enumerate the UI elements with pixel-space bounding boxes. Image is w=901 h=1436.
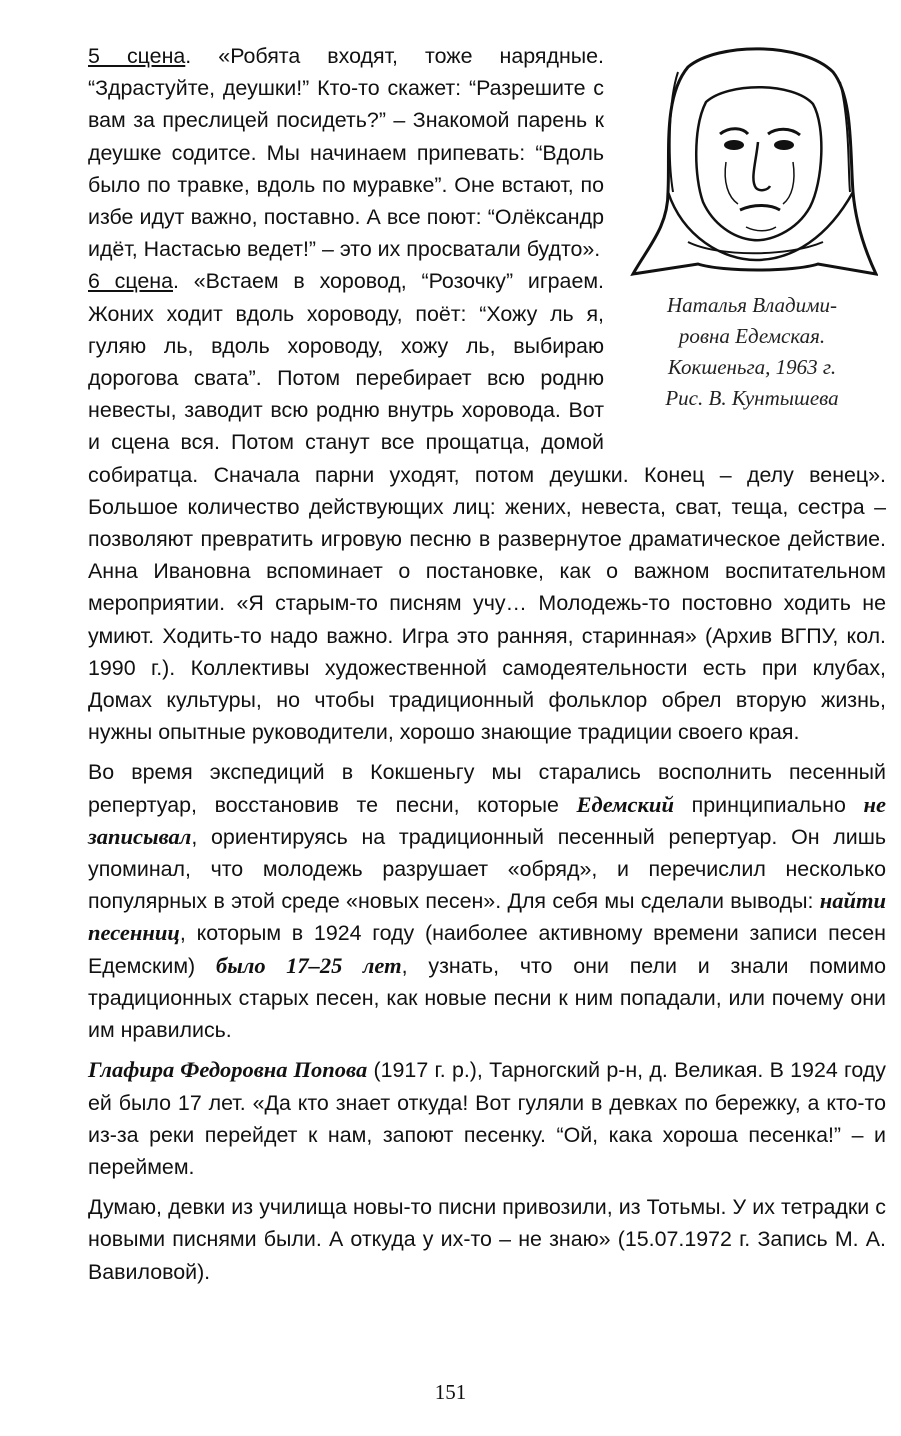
text-run: (1917 г. р.), Тарногский р-н, д. Великая. В 1924 году ей было 17 лет. «Да кто знает откуда! Вот гуляли в девках по бережку, а кто-то из-за реки перейдет к нам, запоют песенку. “Ой, кака хороша песенка!” – и переймем. [88, 1058, 886, 1179]
scene-5-label: 5 сцена [88, 44, 186, 68]
text-run: , которым в 1924 году (наиболее активному времени записи песен Едемским) [88, 921, 886, 978]
figure [618, 42, 886, 442]
figure-caption [618, 290, 886, 414]
caption-line: ровна Едемская. [678, 324, 826, 348]
emphasis: было 17–25 лет [216, 952, 402, 978]
scene-6-text: . «Встаем в хоровод, “Розочку” играем. Жоних ходит вдоль хороводу, поёт: “Хожу ль я, гуляю ль, вдоль хороводу, хожу ль, выбираю дорогова свата”. Потом перебирает всю родню невесты, заводит всю родню внутрь хоровода. Вот и сцена вся. Потом станут все прощатца, домой собиратца. Сначала парни уходят, потом деушки. Конец – делу венец». Большое количество действующих лиц: жених, невеста, сват, теща, сестра – позволяют превратить игровую песню в развернутое драматическое действие. Анна Ивановна вспоминает о постановке, как о важном воспитательном мероприятии. «Я старым-то писням учу… Молодежь-то постовно ходить не умиют. Ходить-то надо важно. Игра это ранняя, старинная» (Архив ВГПУ, кол. 1990 г.). Коллективы художественной самодеятельности есть при клубах, Домах культуры, но чтобы традиционный фольклор обрел вторую жизнь, нужны опытные руководители, хорошо знающие традиции своего края. [88, 269, 886, 745]
person-name: Глафира Федоровна Попова [88, 1057, 368, 1083]
text-run: Во время экспедиций в Кокшеньгу мы старались восполнить песенный репертуар, восстановив те песни, которые [88, 760, 886, 817]
emphasis: не записывал [88, 791, 887, 849]
text-run: Думаю, девки из училища новы-то писни привозили, из Тотьмы. У их тетрадки с новыми писнями были. А откуда у их-то – не знаю» (15.07.1972 г. Запись М. А. Вавиловой). [88, 1195, 886, 1284]
emphasis: Едемский [576, 791, 674, 817]
portrait-drawing-icon [628, 42, 878, 277]
paragraph-expeditions [88, 756, 886, 1046]
page-body [88, 40, 886, 1288]
text-run: принципиально [673, 792, 864, 817]
paragraph-popova [88, 1054, 886, 1183]
caption-line: Наталья Владими- [666, 293, 838, 317]
scene-6-label: 6 сцена [88, 269, 173, 294]
caption-line: Рис. В. Кунтышева [665, 386, 839, 410]
text-run: , узнать, что они пели и знали помимо традиционных старых песен, как новые песни к ним попадали, или почему они им нравились. [88, 953, 886, 1043]
page-number: 151 [434, 1380, 467, 1404]
caption-line: Кокшеньга, 1963 г. [667, 355, 837, 379]
paragraph-totma [88, 1191, 886, 1288]
emphasis: найти песенниц [88, 888, 886, 946]
scene-5-text: . «Робята входят, тоже нарядные. “Здрастуйте, деушки!” Кто-то скажет: “Разрешите с вам за преслицей посидеть?” – Знакомой парень к деушке содитсе. Мы начинаем припевать: “Вдоль было по травке, вдоль по муравке”. Оне встают, по избе идут важно, поставно. А все поют: “Олёксандр идёт, Настасью ведет!” – это их просватали будто». [88, 44, 604, 262]
text-run: , ориентируясь на традиционный песенный репертуар. Он лишь упоминал, что молодежь разрушает «обряд», и перечислил несколько популярных в этой среде «новых песен». Для себя мы сделали выводы: [88, 824, 886, 914]
